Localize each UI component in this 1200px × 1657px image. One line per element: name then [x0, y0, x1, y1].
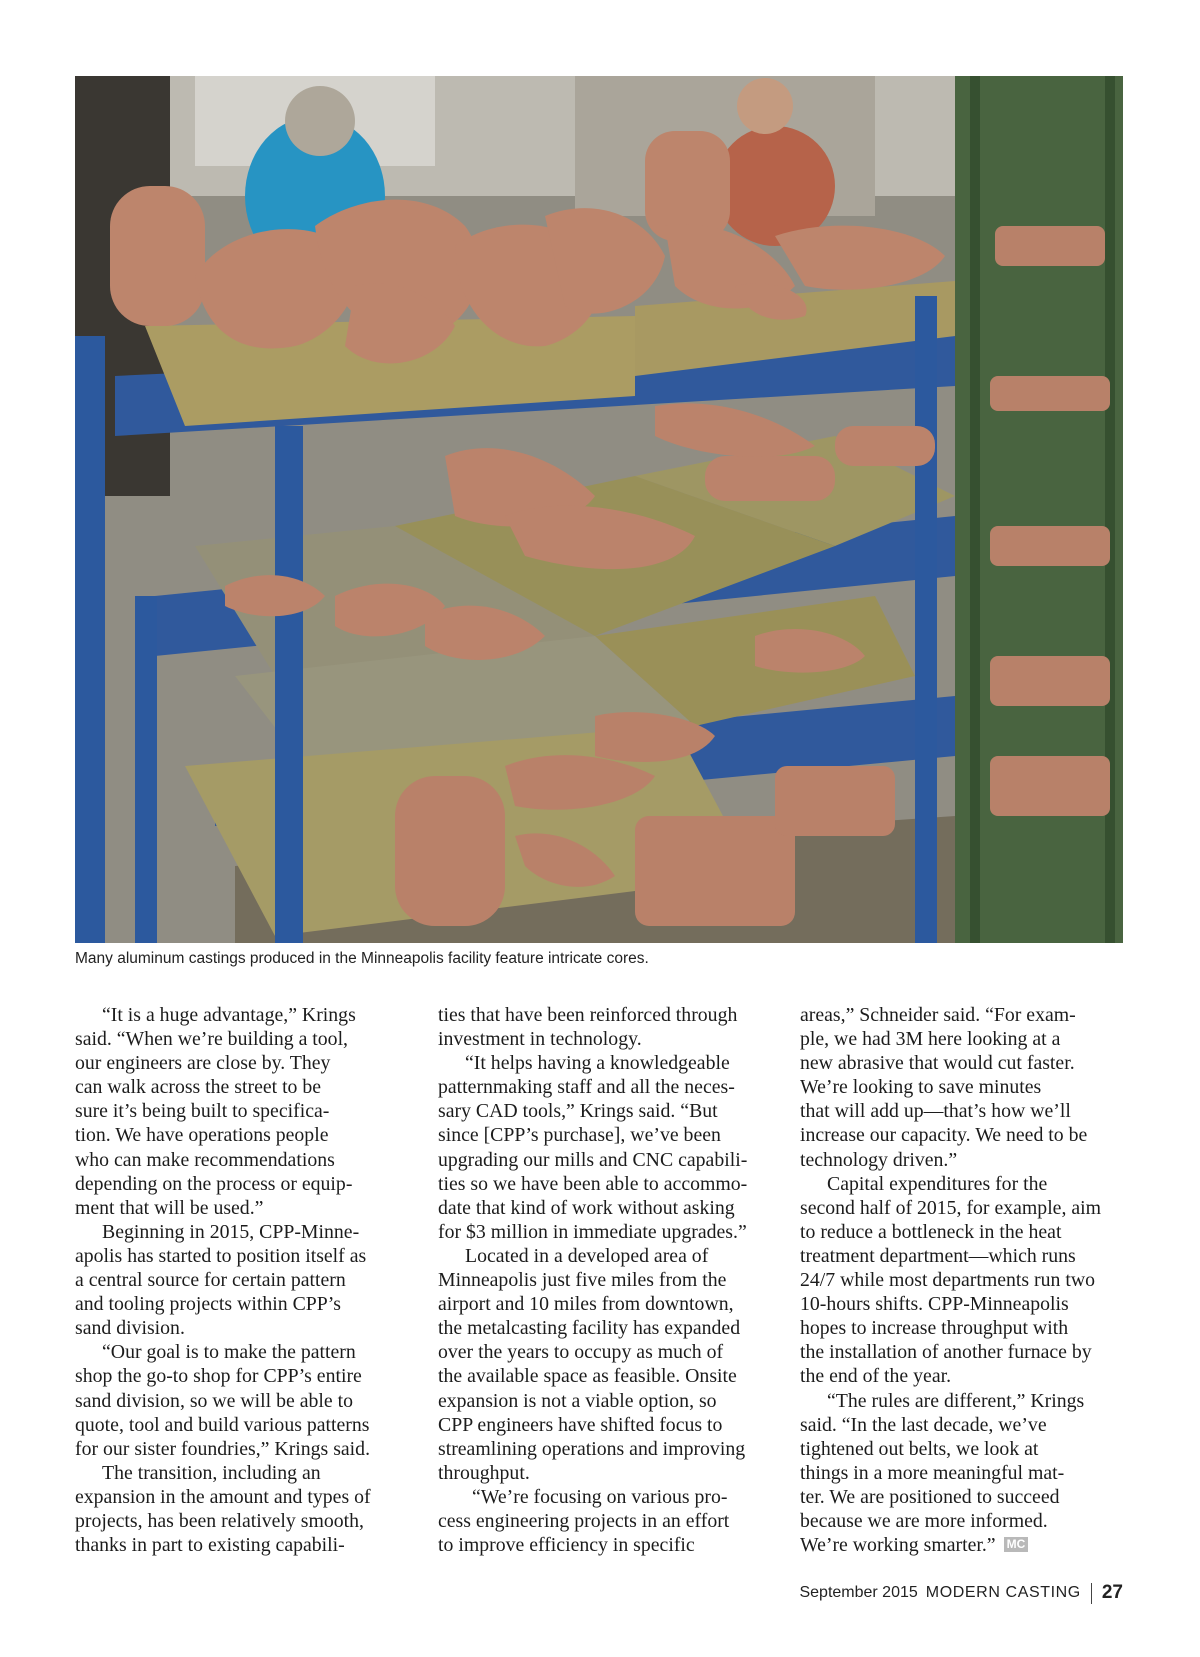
text-line: treatment department—which runs — [800, 1244, 1076, 1267]
text-line: cess engineering projects in an effort — [438, 1509, 730, 1532]
text-line: CPP engineers have shifted focus to — [438, 1413, 723, 1436]
text-line: “We’re focusing on various pro- — [472, 1485, 728, 1508]
article-paragraph — [438, 1485, 756, 1557]
article-paragraph — [800, 1389, 1118, 1558]
footer-magazine-name: MODERN CASTING — [925, 1584, 1081, 1601]
text-line: our engineers are close by. They — [75, 1052, 331, 1075]
page-footer — [799, 1582, 1123, 1604]
text-line: for our sister foundries,” Krings said. — [75, 1437, 371, 1460]
text-line: streamlining operations and improving — [438, 1437, 746, 1460]
text-line: “Our goal is to make the pattern — [102, 1341, 356, 1364]
text-line: Minneapolis just five miles from the — [438, 1269, 727, 1292]
text-line: ter. We are positioned to succeed — [800, 1485, 1060, 1508]
text-line: date that kind of work without asking — [438, 1196, 735, 1219]
footer-date: September 2015 — [799, 1584, 918, 1601]
text-line: We’re looking to save minutes — [800, 1076, 1042, 1099]
text-line: tightened out belts, we look at — [800, 1437, 1039, 1460]
text-line: can walk across the street to be — [75, 1076, 322, 1099]
text-line: to reduce a bottleneck in the heat — [800, 1220, 1062, 1243]
text-line: ple, we had 3M here looking at a — [800, 1028, 1061, 1051]
article-paragraph — [438, 1244, 756, 1485]
text-line: sand division, so we will be able to — [75, 1389, 353, 1412]
text-line: increase our capacity. We need to be — [800, 1124, 1088, 1147]
text-line: that will add up—that’s how we’ll — [800, 1100, 1071, 1123]
text-line: over the years to occupy as much of — [438, 1341, 724, 1364]
text-line: to improve efficiency in specific — [438, 1534, 695, 1557]
text-line: sand division. — [75, 1317, 185, 1340]
text-line: projects, has been relatively smooth, — [75, 1509, 364, 1532]
text-line: apolis has started to position itself as — [75, 1244, 367, 1267]
text-line: “It is a huge advantage,” Krings — [102, 1004, 356, 1026]
text-line: Located in a developed area of — [465, 1244, 709, 1267]
text-line: areas,” Schneider said. “For exam- — [800, 1004, 1076, 1026]
article-paragraph — [438, 1051, 756, 1244]
text-line: technology driven.” — [800, 1148, 958, 1171]
article-paragraph — [75, 1220, 393, 1340]
text-line: expansion is not a viable option, so — [438, 1389, 717, 1412]
text-line: The transition, including an — [102, 1461, 321, 1484]
text-line: the metalcasting facility has expanded — [438, 1317, 741, 1340]
text-line: quote, tool and build various patterns — [75, 1413, 370, 1436]
text-line: “It helps having a knowledgeable — [465, 1052, 730, 1075]
text-line: said. “In the last decade, we’ve — [800, 1413, 1047, 1436]
text-line: ties so we have been able to accommo- — [438, 1172, 748, 1195]
article-paragraph — [800, 1172, 1118, 1389]
text-line: new abrasive that would cut faster. — [800, 1052, 1075, 1075]
text-line: depending on the process or equip- — [75, 1172, 353, 1195]
text-line: 10-hours shifts. CPP-Minneapolis — [800, 1293, 1069, 1316]
article-paragraph — [75, 1340, 393, 1460]
text-line: the available space as feasible. Onsite — [438, 1365, 737, 1388]
photo-caption: Many aluminum castings produced in the Minneapolis facility feature intricate cores. — [75, 950, 649, 967]
article-paragraph — [438, 1003, 756, 1051]
page-number: 27 — [1101, 1582, 1123, 1603]
text-line: airport and 10 miles from downtown, — [438, 1293, 734, 1316]
text-line: who can make recommendations — [75, 1148, 335, 1171]
text-line: second half of 2015, for example, aim — [800, 1196, 1102, 1219]
footer-divider — [1091, 1583, 1092, 1604]
article-paragraph — [75, 1003, 393, 1220]
article-paragraph — [800, 1003, 1118, 1172]
text-line: because we are more informed. — [800, 1509, 1048, 1532]
sand-cores-cart-illustration — [75, 76, 1123, 943]
text-line: for $3 million in immediate upgrades.” — [438, 1220, 747, 1243]
text-line: throughput. — [438, 1461, 530, 1484]
text-line: We’re working smarter.” — [800, 1534, 996, 1557]
text-line: upgrading our mills and CNC capabili- — [438, 1148, 748, 1171]
text-line: tion. We have operations people — [75, 1124, 329, 1147]
text-line: things in a more meaningful mat- — [800, 1461, 1065, 1484]
article-paragraph — [75, 1461, 393, 1557]
end-of-article-mark: MC — [1004, 1537, 1029, 1552]
text-line: 24/7 while most departments run two — [800, 1269, 1096, 1292]
text-line: Beginning in 2015, CPP-Minne- — [102, 1220, 360, 1243]
text-line: expansion in the amount and types of — [75, 1485, 371, 1508]
article-column-2 — [438, 1003, 756, 1557]
text-line: ment that will be used.” — [75, 1196, 264, 1219]
text-line: sure it’s being built to specifica- — [75, 1100, 330, 1123]
text-line: hopes to increase throughput with — [800, 1317, 1069, 1340]
article-photo — [75, 76, 1123, 943]
article-column-3 — [800, 1003, 1118, 1557]
text-line: said. “When we’re building a tool, — [75, 1028, 349, 1051]
text-line: the end of the year. — [800, 1365, 952, 1388]
text-line: ties that have been reinforced through — [438, 1004, 738, 1026]
text-line: patternmaking staff and all the neces- — [438, 1076, 735, 1099]
article-column-1 — [75, 1003, 393, 1557]
text-line: thanks in part to existing capabili- — [75, 1534, 345, 1557]
text-line: the installation of another furnace by — [800, 1341, 1092, 1364]
text-line: since [CPP’s purchase], we’ve been — [438, 1124, 721, 1147]
text-line: shop the go-to shop for CPP’s entire — [75, 1365, 362, 1388]
text-line: and tooling projects within CPP’s — [75, 1293, 341, 1316]
text-line: Capital expenditures for the — [827, 1172, 1048, 1195]
text-line: a central source for certain pattern — [75, 1269, 346, 1292]
text-line: investment in technology. — [438, 1028, 642, 1051]
text-line: “The rules are different,” Krings — [827, 1389, 1085, 1412]
text-line: sary CAD tools,” Krings said. “But — [438, 1100, 718, 1123]
